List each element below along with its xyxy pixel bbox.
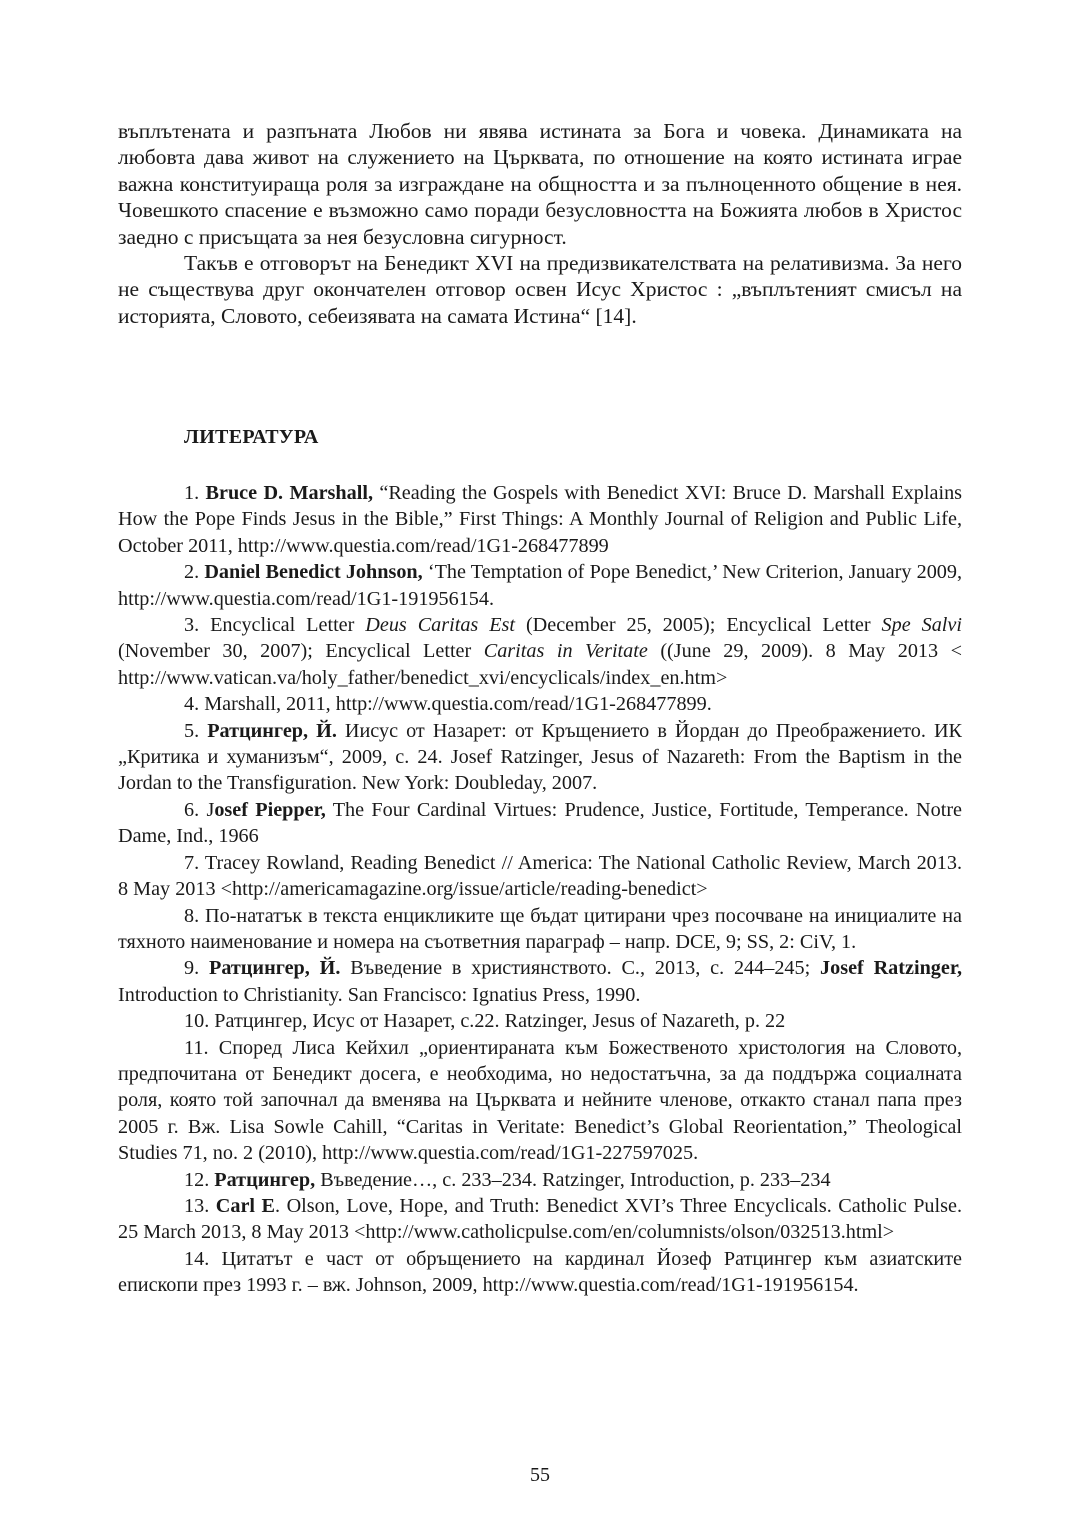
reference-item: 10. Ратцингер, Исус от Назарет, с.22. Ratzinger, Jesus of Nazareth, p. 22 — [184, 1010, 786, 1033]
reference-item: 13. Carl E. Olson, Love, Hope, and Truth: Benedict XVI’s Three Encyclicals. Catholic Pulse. 25 March 2013, 8 May 2013 <http://www.catholicpulse.com/en/columnists/olson/032513.html> — [118, 1194, 962, 1244]
reference-item: 1. Bruce D. Marshall, “Reading the Gospels with Benedict XVI: Bruce D. Marshall Explains How the Pope Finds Jesus in the Bible,” First Things: A Monthly Journal of Religion and Public Life, October 2011, http://www.questia.com/read/1G1-268477899 — [118, 482, 963, 557]
page-number: 55 — [530, 1464, 550, 1486]
reference-item: 12. Ратцингер, Въведение…, с. 233–234. Ratzinger, Introduction, p. 233–234 — [184, 1168, 831, 1191]
body-text — [118, 118, 962, 329]
references-list — [118, 480, 962, 1299]
reference-item: 11. Според Лиса Кейхил „ориентираната към Божественото христология на Словото, предпочитана от Бенедикт досега, е необходима, но недостатъчна, за да поддържа социалната роля, която той започнал да вменява на Църквата и нейните членове, откакто станал папа през 2005 г. Вж. Lisa Sowle Cahill, “Caritas in Veritate: Benedict’s Global Reorientation,” Theological Studies 71, no. 2 (2010), http://www.questia.com/read/1G1-227597025. — [118, 1036, 962, 1165]
references-heading: ЛИТЕРАТУРА — [184, 426, 319, 448]
reference-item: 4. Marshall, 2011, http://www.questia.com/read/1G1-268477899. — [184, 693, 712, 716]
reference-item: 2. Daniel Benedict Johnson, ‘The Temptation of Pope Benedict,’ New Criterion, January 2009, http://www.questia.com/read/1G1-191956154. — [118, 561, 963, 610]
reference-item: 8. По-нататък в текста енцикликите ще бъдат цитирани чрез посочване на инициалите на тяхното наименование и номера на съответния параграф – напр. DCE, 9; SS, 2: CiV, 1. — [118, 904, 962, 953]
reference-item: 5. Ратцингер, Й. Иисус от Назарет: от Кръщението в Йордан до Преображението. ИК „Критика и хуманизъм“, 2009, с. 24. Josef Ratzinger, Jesus of Nazareth: From the Baptism in the Jordan to the Transfiguration. New York: Doubleday, 2007. — [118, 719, 962, 795]
paragraph-2: Такъв е отговорът на Бенедикт XVI на предизвикателствата на релативизма. За него не съществува друг окончателен отговор освен Исус Христос : „въплътеният смисъл на историята, Словото, себеизявата на самата Истина“ [14]. — [118, 251, 962, 328]
reference-item: 3. Encyclical Letter Deus Caritas Est (December 25, 2005); Encyclical Letter Spe Salvi (November 30, 2007); Encyclical Letter Caritas in Veritate ((June 29, 2009). 8 May 2013 < http://www.vatican.va/holy_father/benedict_xvi/encyclicals/index_en.htm> — [118, 614, 963, 689]
reference-item: 14. Цитатът е част от обръщението на кардинал Йозеф Ратцингер към азиатските епископи през 1993 г. – вж. Johnson, 2009, http://www.questia.com/read/1G1-191956154. — [118, 1247, 962, 1297]
reference-item: 6. Josef Piepper, The Four Cardinal Virtues: Prudence, Justice, Fortitude, Temperance. Notre Dame, Ind., 1966 — [118, 798, 963, 848]
reference-item: 7. Tracey Rowland, Reading Benedict // America: The National Catholic Review, March 2013. 8 May 2013 <http://americamagazine.org/issue/article/reading-benedict> — [118, 851, 962, 901]
paragraph-1: въплътената и разпъната Любов ни явява истината за Бога и човека. Динамиката на любовта дава живот на служението на Църквата, по отношение на която истината играе важна конституираща роля за изграждане на общността и за пълноценното общение в нея. Човешкото спасение е възможно само поради безусловността на Божията любов в Христос заедно с присъщата за нея безусловна сигурност. — [118, 119, 962, 249]
reference-item: 9. Ратцингер, Й. Въведение в християнството. С., 2013, с. 244–245; Josef Ratzinger, Introduction to Christianity. San Francisco: Ignatius Press, 1990. — [118, 957, 963, 1006]
